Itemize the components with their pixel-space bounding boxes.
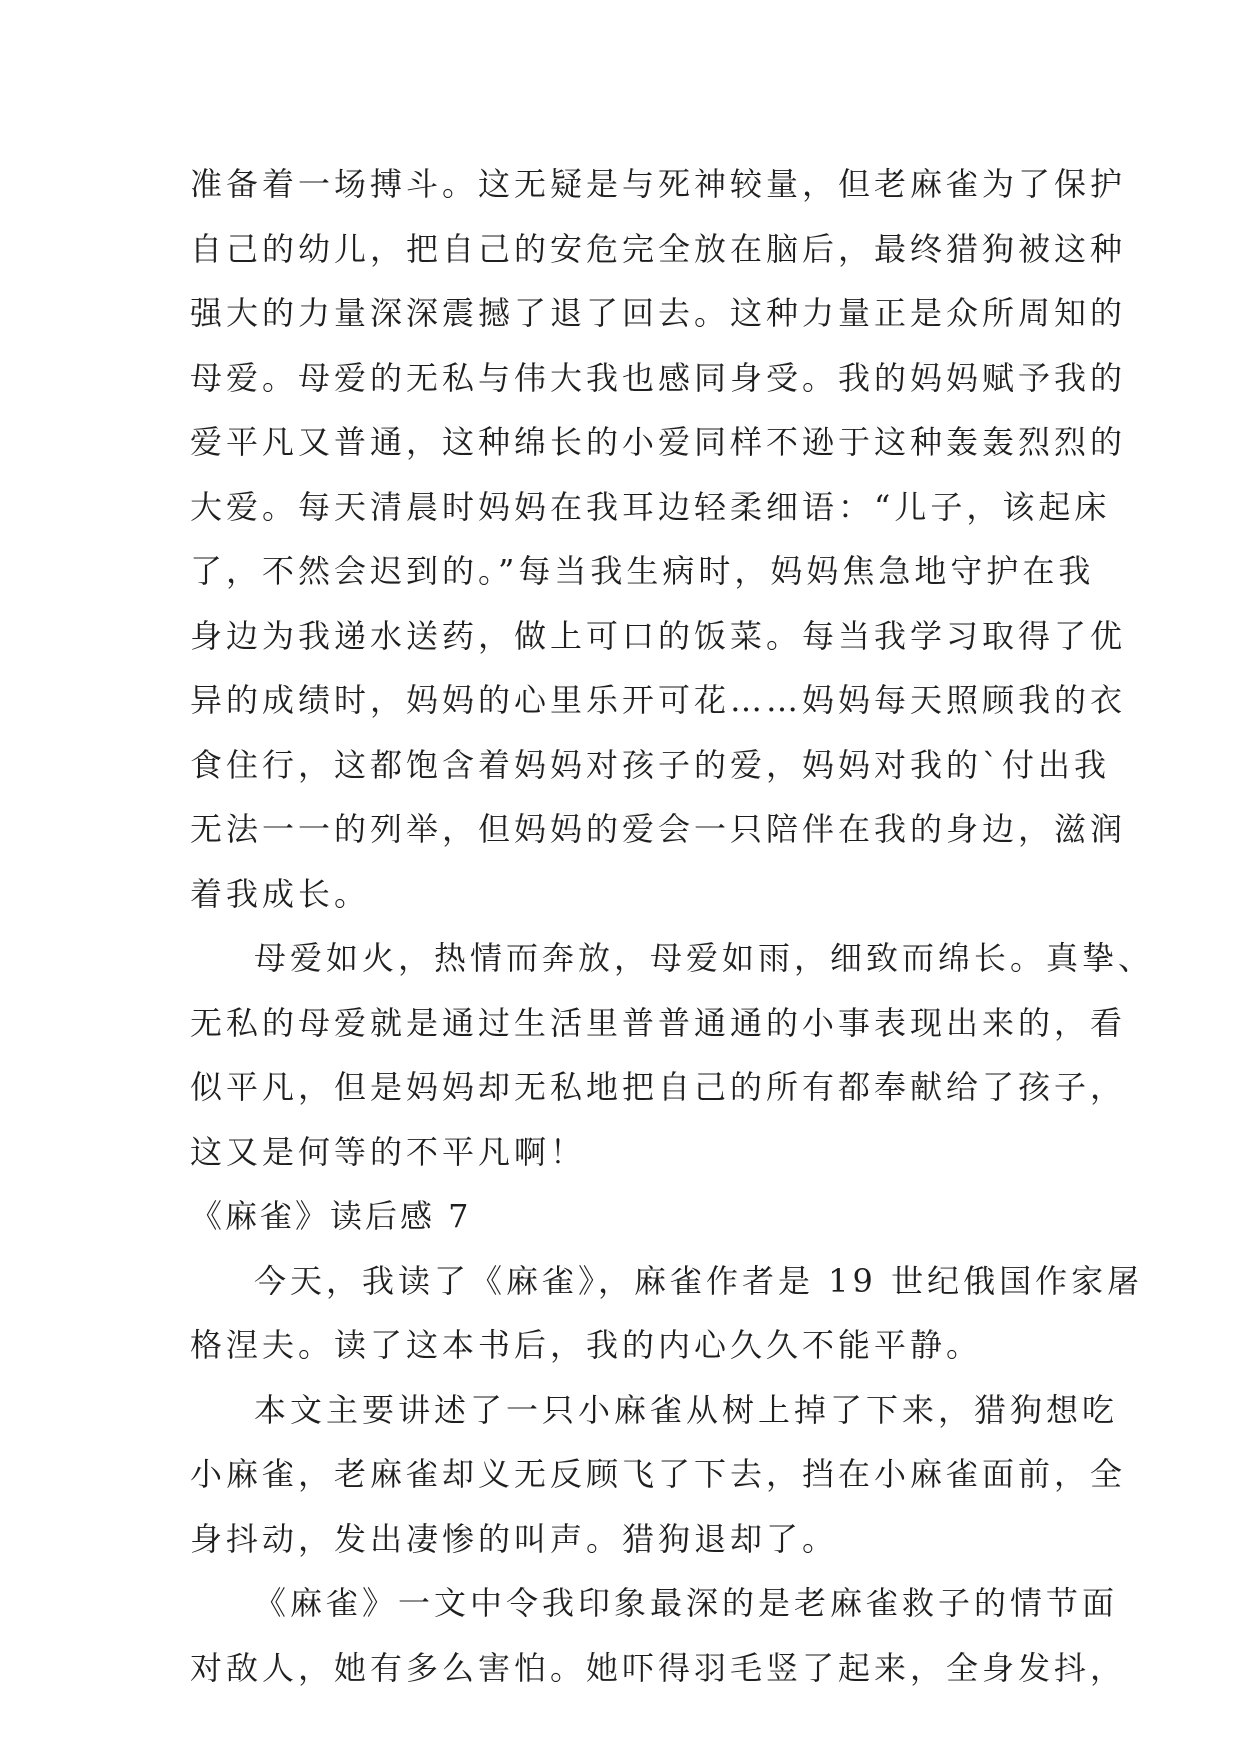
text-line: 无法一一的列举，但妈妈的爱会一只陪伴在我的身边，滋润	[190, 810, 1127, 848]
text-line: 强大的力量深深震撼了退了回去。这种力量正是众所周知的	[190, 294, 1127, 332]
paragraph-first-line: 《麻雀》一文中令我印象最深的是老麻雀救子的情节面	[254, 1584, 1119, 1622]
text-line: 了，不然会迟到的。”每当我生病时，妈妈焦急地守护在我	[190, 552, 1095, 590]
text-line: 大爱。每天清晨时妈妈在我耳边轻柔细语：“儿子，该起床	[190, 487, 1111, 526]
text-line: 母爱。母爱的无私与伟大我也感同身受。我的妈妈赋予我的	[190, 358, 1127, 397]
paragraph-first-line: 母爱如火，热情而奔放，母爱如雨，细致而绵长。真挚、	[254, 939, 1155, 977]
section-heading: 《麻雀》读后感 7	[190, 1197, 472, 1235]
text-line: 格涅夫。读了这本书后，我的内心久久不能平静。	[190, 1326, 983, 1364]
text-line: 身边为我递水送药，做上可口的饭菜。每当我学习取得了优	[190, 616, 1127, 655]
paragraph-first-line: 本文主要讲述了一只小麻雀从树上掉了下来，猎狗想吃	[254, 1390, 1119, 1429]
text-line: 着我成长。	[190, 874, 371, 913]
text-line: 自己的幼儿，把自己的安危完全放在脑后，最终猎狗被这种	[190, 229, 1127, 268]
text-line: 无私的母爱就是通过生活里普普通通的小事表现出来的，看	[190, 1003, 1127, 1042]
text-line: 异的成绩时，妈妈的心里乐开可花……妈妈每天照顾我的衣	[190, 681, 1127, 719]
text-line: 爱平凡又普通，这种绵长的小爱同样不逊于这种轰轰烈烈的	[190, 423, 1127, 461]
text-line: 这又是何等的不平凡啊！	[190, 1132, 587, 1171]
text-line: 食住行，这都饱含着妈妈对孩子的爱，妈妈对我的`付出我	[190, 745, 1111, 784]
text-line: 小麻雀，老麻雀却义无反顾飞了下去，挡在小麻雀面前，全	[190, 1455, 1127, 1493]
text-line: 准备着一场搏斗。这无疑是与死神较量，但老麻雀为了保护	[190, 165, 1127, 203]
text-line: 对敌人，她有多么害怕。她吓得羽毛竖了起来，全身发抖，	[190, 1648, 1127, 1687]
paragraph-first-line: 今天，我读了《麻雀》，麻雀作者是 19 世纪俄国作家屠	[254, 1261, 1144, 1300]
text-line: 似平凡，但是妈妈却无私地把自己的所有都奉献给了孩子，	[190, 1068, 1127, 1106]
document-body	[190, 152, 1155, 1700]
text-line: 身抖动，发出凄惨的叫声。猎狗退却了。	[190, 1519, 839, 1558]
